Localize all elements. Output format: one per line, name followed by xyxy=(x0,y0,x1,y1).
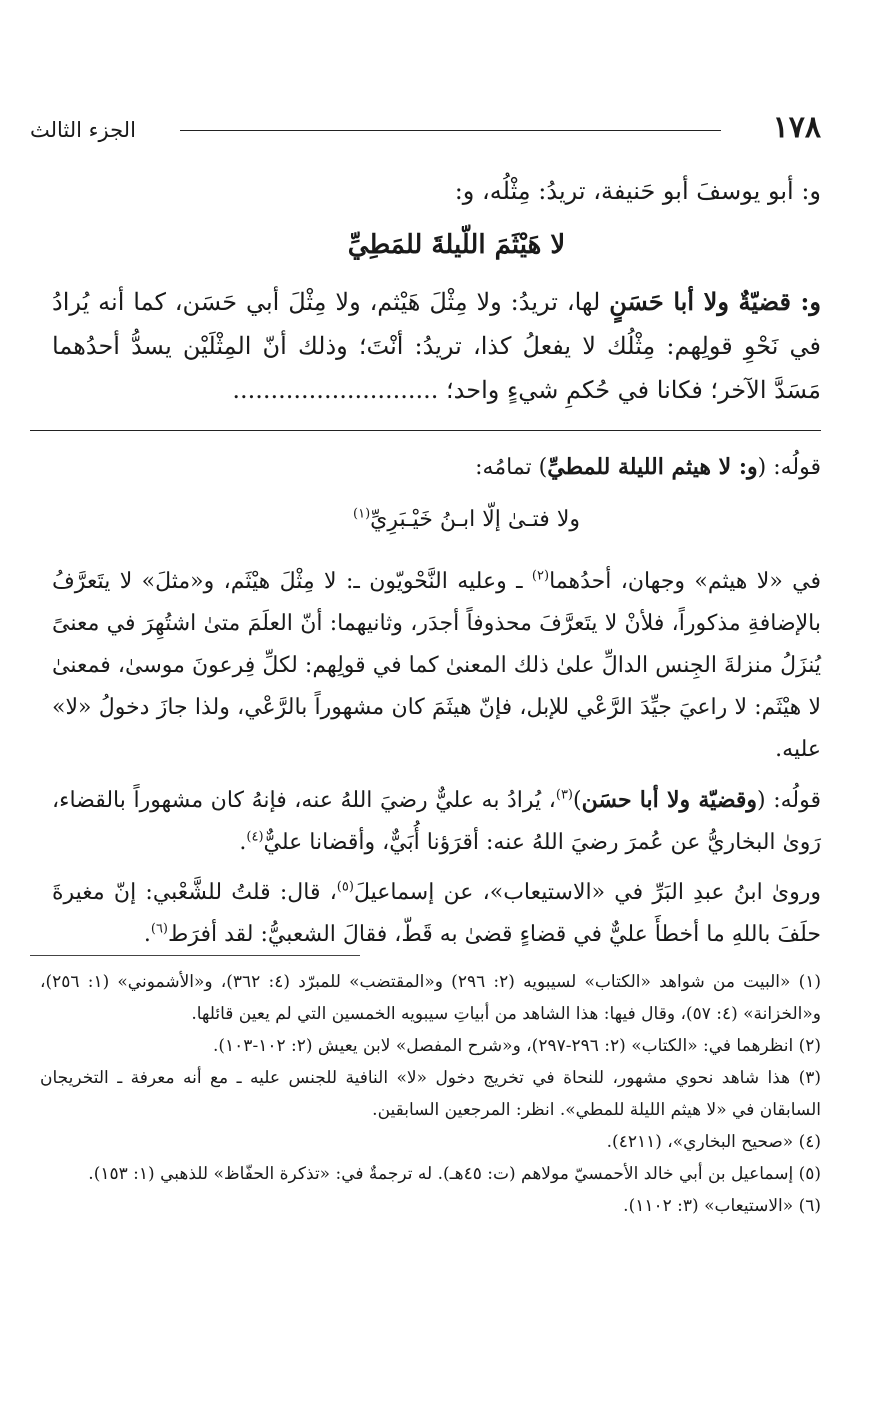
commentary-paragraph-1-a: في «لا هيثم» وجهان، أحدُهما xyxy=(549,569,822,594)
footnote-1: (١) «البيت من شواهد «الكتاب» لسيبويه (٢: ٢٩٦) و«المقتضب» للمبرّد (٤: ٣٦٢)، و«الأشموني» (١: ٢٥٦)، و«الخزانة» (٤: ٥٧)، وقال فيها: هذا الشاهد من أبياتِ سيبويه الخمسين التي لم يعين قائلها. xyxy=(40,972,821,1024)
footnote-3: (٣) هذا شاهد نحوي مشهور، للنحاة في تخريج دخول «لا» النافية للجنس عليه ـ مع أنه معرفة ـ التخريجان السابقان في «لا هيثم الليلة للمطي». انظر: المرجعين السابقين. xyxy=(40,1068,822,1120)
footnotes xyxy=(40,966,821,1222)
page-header xyxy=(30,108,821,148)
footnote-ref-2[interactable]: (٢) xyxy=(531,568,550,584)
footnote-ref-6[interactable]: (٦) xyxy=(150,921,168,937)
commentary xyxy=(52,446,821,964)
commentary-heading xyxy=(52,446,821,489)
commentary-paragraph-2-b: ، يُرادُ به عليٌّ رضيَ اللهُ عنه، فإنهُ كان مشهوراً بالقضاء، رَوىٰ البخاريُّ عن عُمرَ رضيَ اللهُ عنه: أقرَؤنا أُبَيٌّ، وأقضانا عليٌّ xyxy=(52,788,821,855)
commentary-paragraph-2-quote: وقضيّة ولا أبا حسَن xyxy=(581,787,758,813)
commentary-paragraph-3 xyxy=(52,872,821,956)
footnote-2: (٢) انظرهما في: «الكتاب» (٢: ٢٩٦-٢٩٧)، و«شرح المفصل» لابن يعيش (٢: ١٠٢-١٠٣). xyxy=(212,1036,821,1056)
page-number: ١٧٨ xyxy=(772,110,821,145)
commentary-heading-prefix: قولُه: ( xyxy=(757,455,821,480)
footnote-5: (٥) إسماعيل بن أبي خالد الأحمسيّ مولاهم (ت: ٤٥هـ). له ترجمةٌ في: «تذكرة الحفّاظ» للذهبي (١: ١٥٣). xyxy=(88,1164,821,1184)
main-paragraph-2-bold: و: قضيّةٌ ولا أبا حَسَنٍ xyxy=(609,287,822,316)
commentary-verse xyxy=(52,493,821,547)
main-line-1: و: أبو يوسفَ أبو حَنيفة، تريدُ: مِثْلُه، و: xyxy=(454,177,821,205)
footnote-ref-5[interactable]: (٥) xyxy=(336,879,354,895)
footnote-ref-4[interactable]: (٤) xyxy=(246,829,264,845)
commentary-paragraph-2 xyxy=(52,779,821,864)
commentary-paragraph-2-paren: ) xyxy=(573,788,582,813)
running-title: الجزء الثالث xyxy=(30,118,136,142)
footnote-6: (٦) «الاستيعاب» (٣: ١١٠٢). xyxy=(623,1196,821,1216)
header-rule xyxy=(180,130,721,131)
commentary-paragraph-2-c: . xyxy=(239,830,247,855)
commentary-heading-quote: و: لا هيثم الليلة للمطيِّ xyxy=(547,454,758,480)
main-commentary-divider xyxy=(30,430,821,431)
footnote-ref-3[interactable]: (٣) xyxy=(555,787,573,803)
main-paragraph-2-text: لها، تريدُ: ولا مِثْلَ هَيْثم، ولا مِثْلَ أبي حَسَن، كما أنه يُرادُ في نَحْوِ قولِهم: مِثْلُك لا يفعلُ كذا، تريدُ: أنْتَ؛ وذلك أنّ المِثْلَيْن يسدُّ أحدُهما مَسَدَّ الآخر؛ فكانا في حُكمِ شيءٍ واحد؛ ........................... xyxy=(52,288,821,404)
commentary-paragraph-1-b: ـ وعليه النَّحْويّون ـ: لا مِثْلَ هيْثَم، و«مثلَ» لا يتَعرَّفُ بالإضافةِ مذكوراً، فلأنْ لا يتَعرَّفَ محذوفاً أجدَر، وثانيهما: أنّ العلَمَ متىٰ اشتُهِرَ في معنىً يُنزَلُ منزلةَ الجِنس الدالِّ علىٰ ذلك المعنىٰ كما في قولِهم: لكلِّ فِرعونَ موسىٰ، فمعنىٰ لا هيْثَم: لا راعيَ جيِّدَ الرَّعْي للإبل، فإنّ هيثَمَ كان مشهوراً بالرَّعْي، ولذا جازَ دخولُ «لا» عليه. xyxy=(52,569,821,762)
footnote-rule xyxy=(30,955,360,956)
commentary-paragraph-2-a: قولُه: ( xyxy=(757,788,821,813)
commentary-paragraph-3-b: ، قال: قلتُ للشَّعْبي: إنّ مغيرةَ حلَفَ باللهِ ما أخطأَ عليٌّ في قضاءٍ قضىٰ به قَطّ، فقالَ الشعبيُّ: لقد أفرَط xyxy=(52,880,821,947)
main-paragraph-2 xyxy=(52,280,821,412)
commentary-paragraph-3-a: ورویٰ ابنُ عبدِ البَرِّ في «الاستيعاب»، عن إسماعيلَ xyxy=(353,880,821,905)
main-verse: لا هَيْثَمَ اللّيلةَ للمَطِيِّ xyxy=(347,230,566,260)
commentary-heading-suffix: ) تمامُه: xyxy=(475,455,548,480)
footnote-4: (٤) «صحيح البخاري»، (٤٢١١). xyxy=(606,1132,821,1152)
main-text xyxy=(52,168,821,412)
commentary-paragraph-3-c: . xyxy=(143,922,151,947)
footnote-ref-1[interactable]: (١) xyxy=(353,506,371,522)
commentary-paragraph-1 xyxy=(52,561,821,771)
commentary-verse-text: ولا فتـىٰ إلّا ابـنُ خَيْـبَرِيِّ xyxy=(370,507,580,532)
